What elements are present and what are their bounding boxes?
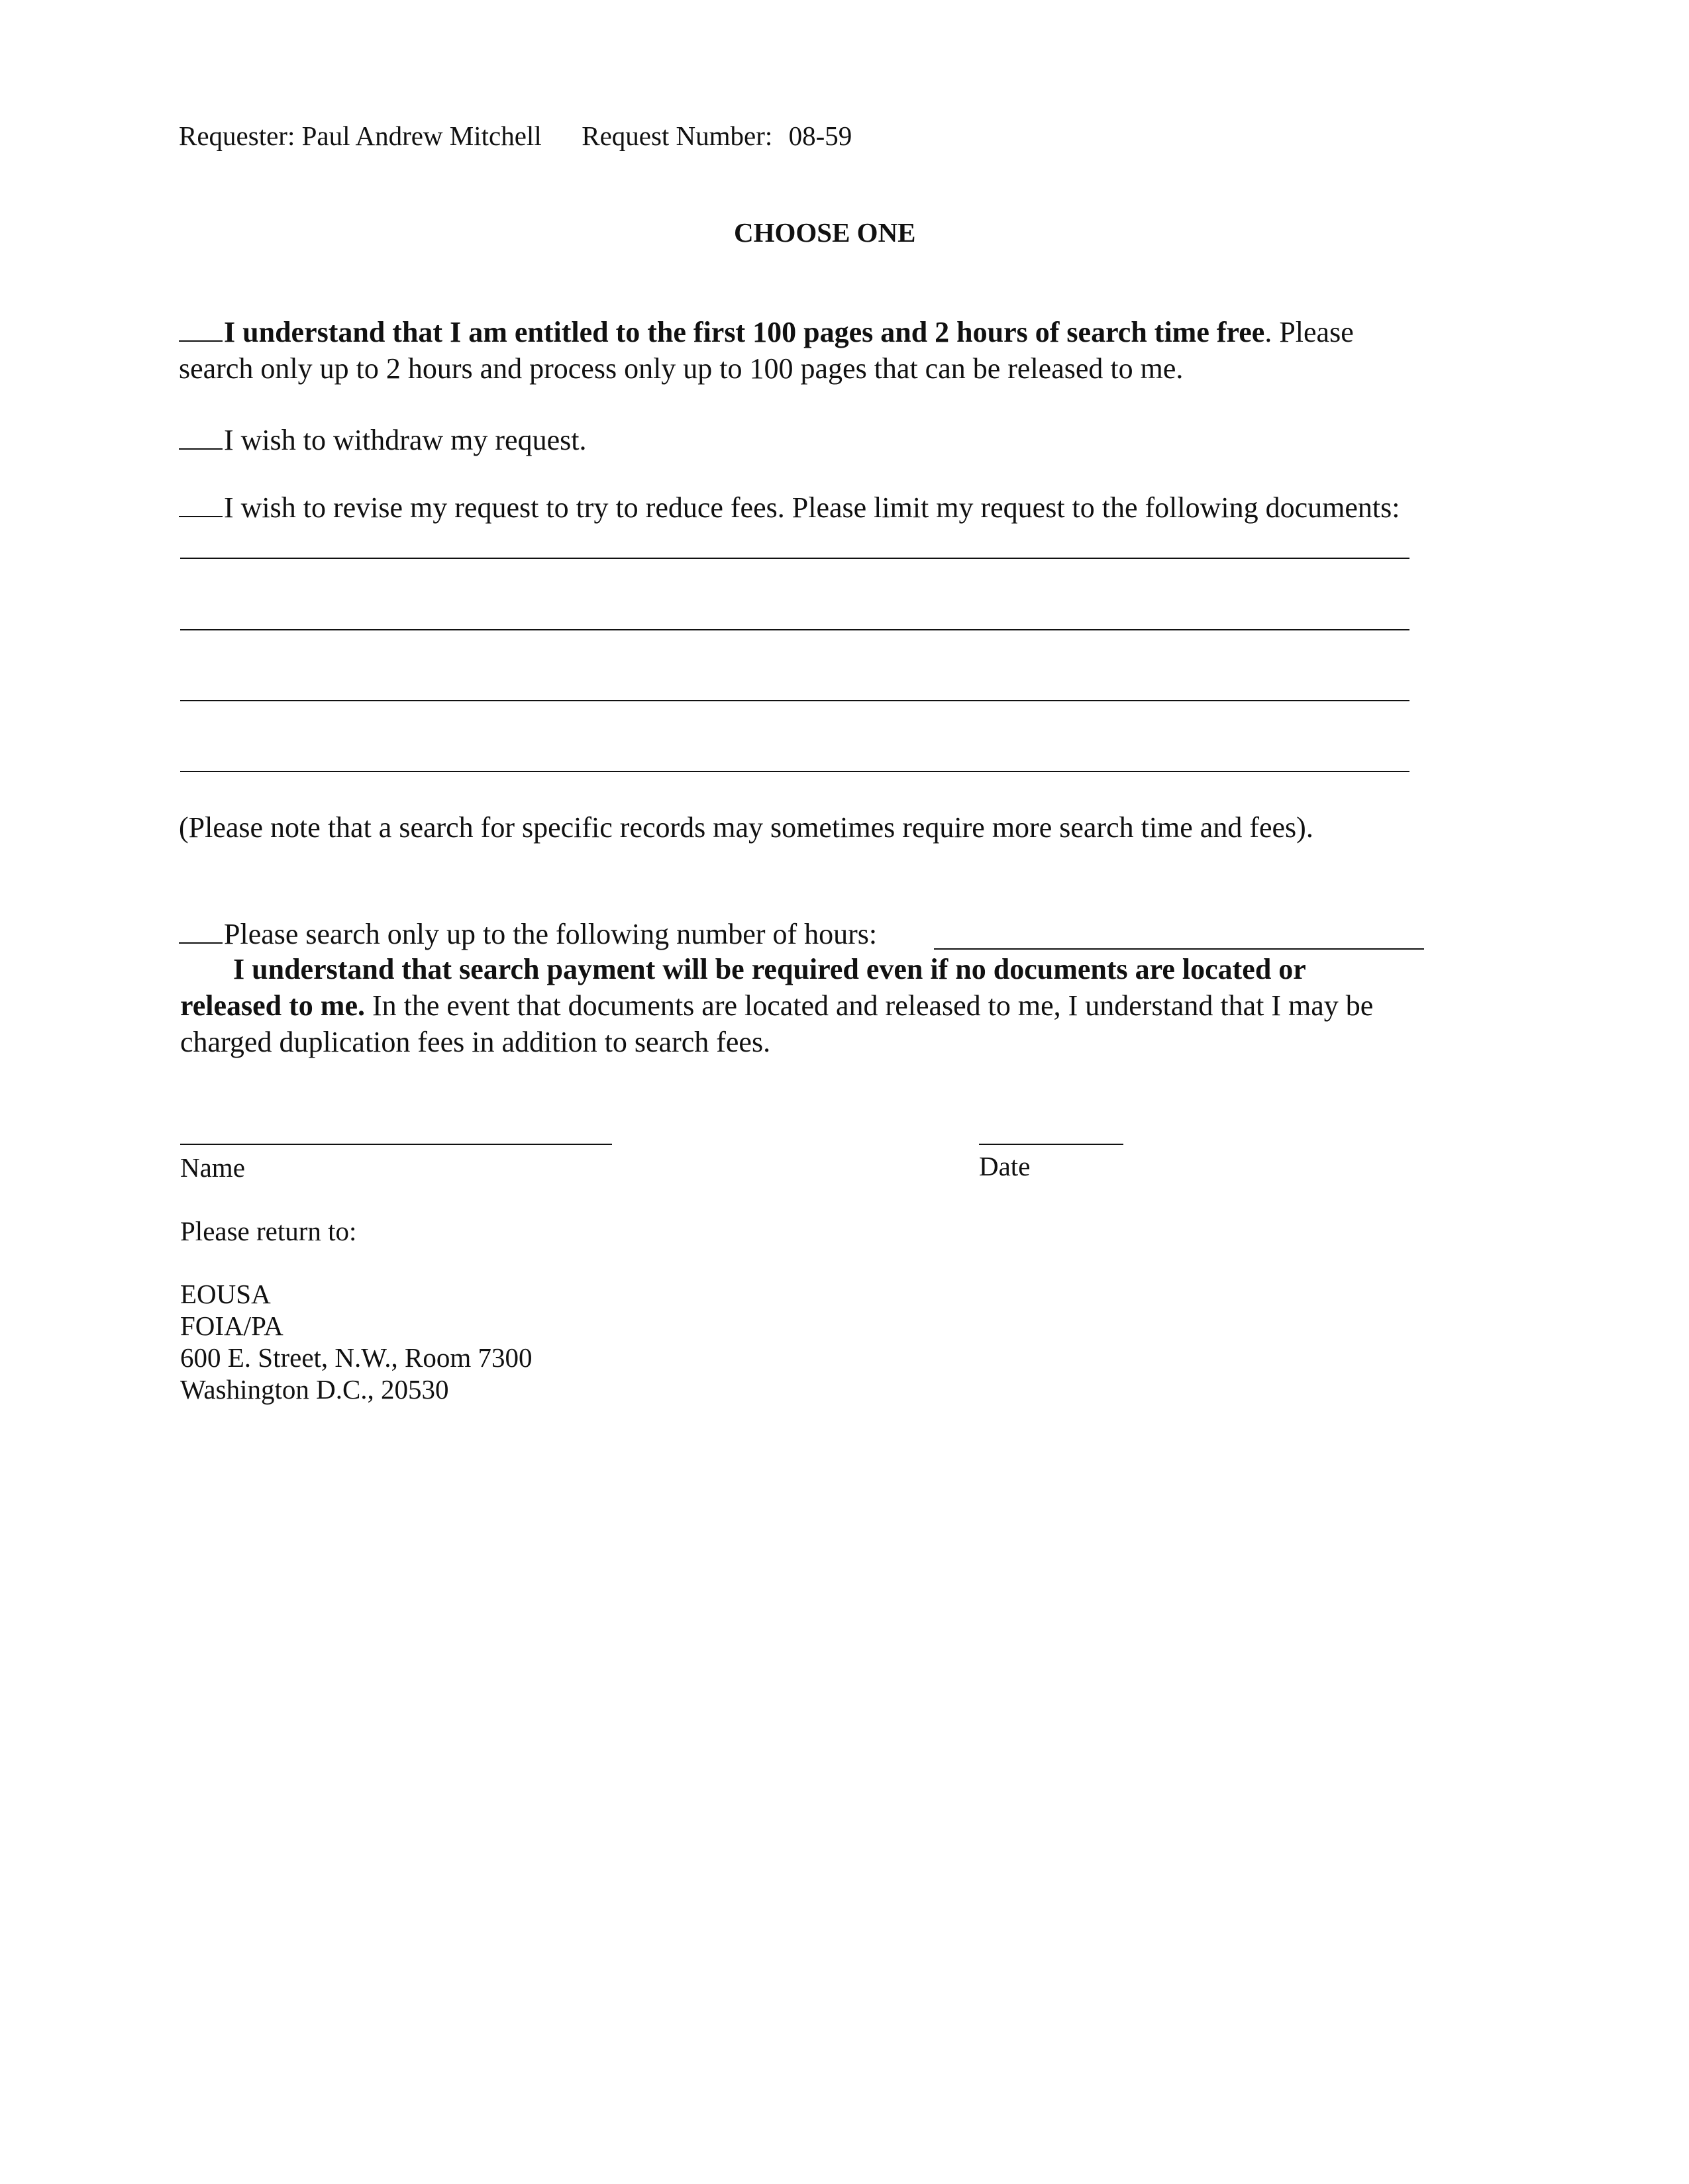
option-limit-hours-text: Please search only up to the following number of hours: [224,918,878,950]
date-label: Date [979,1151,1031,1181]
request-number-label: Request Number: [582,121,773,151]
option-limit-hours-checkline[interactable] [179,942,223,944]
return-label: Please return to: [180,1216,357,1246]
option-free-search-bold: I understand that I am entitled to the first 100 pages and 2 hours of search time free [224,316,1265,348]
document-line-4[interactable] [180,771,1409,772]
payment-acknowledgement [180,951,1538,1060]
option-withdraw [179,422,586,458]
requester-label: Requester: [179,121,295,151]
payment-rest-line2: In the event that documents are located and released to me, I understand that I may be [364,989,1374,1022]
option-limit-hours [179,916,877,952]
search-note: (Please note that a search for specific records may sometimes require more search time and fees). [179,811,1313,844]
hours-input-line[interactable] [934,948,1424,950]
date-signature-line[interactable] [979,1144,1123,1145]
option-free-search-rest1: . Please [1264,316,1354,348]
document-line-2[interactable] [180,629,1409,630]
return-address [180,1278,532,1405]
payment-rest-line3: charged duplication fees in addition to search fees. [180,1026,771,1058]
address-line-2: FOIA/PA [180,1311,283,1341]
document-line-3[interactable] [180,700,1409,701]
request-number-value: 08-59 [788,121,852,151]
option-free-search-checkline[interactable] [179,340,223,342]
requester-line [179,119,852,153]
address-line-3: 600 E. Street, N.W., Room 7300 [180,1342,533,1373]
option-free-search [179,314,1504,387]
address-line-4: Washington D.C., 20530 [180,1374,449,1405]
option-free-search-rest2: search only up to 2 hours and process only up to 100 pages that can be released to me. [179,352,1184,385]
option-revise [179,489,1400,526]
option-withdraw-checkline[interactable] [179,448,223,450]
requester-name: Paul Andrew Mitchell [301,121,542,151]
payment-bold-line1: I understand that search payment will be required even if no documents are located or [233,953,1306,985]
option-revise-checkline[interactable] [179,516,223,517]
name-label: Name [180,1152,245,1183]
page-title: CHOOSE ONE [734,217,916,248]
option-withdraw-text: I wish to withdraw my request. [224,424,587,456]
address-line-1: EOUSA [180,1279,271,1309]
payment-bold-line2: released to me. [180,989,365,1022]
document-line-1[interactable] [180,558,1409,559]
option-revise-text: I wish to revise my request to try to reduce fees. Please limit my request to the following documents: [224,491,1400,524]
name-signature-line[interactable] [180,1144,612,1145]
